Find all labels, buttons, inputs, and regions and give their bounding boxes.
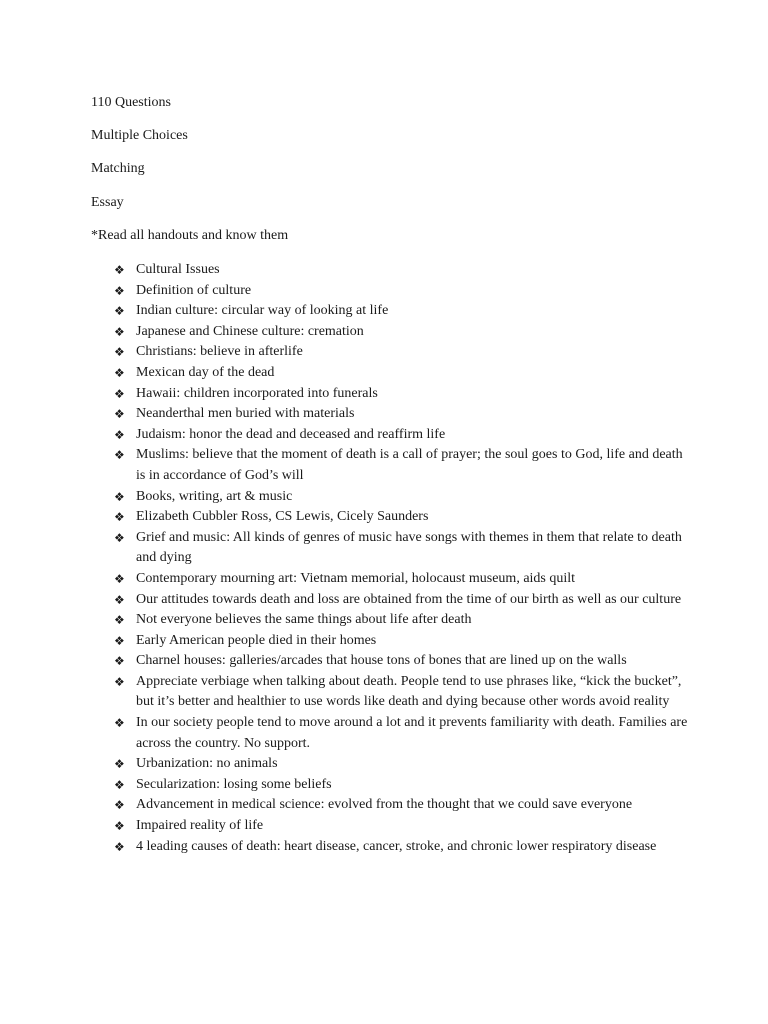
list-item bbox=[114, 342, 694, 363]
diamond-bullet-icon: ❖ bbox=[114, 798, 125, 813]
list-item bbox=[114, 672, 694, 713]
list-item bbox=[114, 569, 694, 590]
diamond-bullet-icon: ❖ bbox=[114, 674, 125, 689]
list-item bbox=[114, 301, 694, 322]
handouts-note: *Read all handouts and know them bbox=[91, 228, 289, 243]
format-multiple-choices: Multiple Choices bbox=[91, 128, 188, 143]
list-item bbox=[114, 528, 694, 569]
list-item bbox=[114, 754, 694, 775]
list-item-text: Books, writing, art & music bbox=[136, 488, 293, 504]
diamond-bullet-icon: ❖ bbox=[114, 365, 125, 380]
list-item-text: Impaired reality of life bbox=[136, 818, 264, 834]
list-item bbox=[114, 507, 694, 528]
diamond-bullet-icon: ❖ bbox=[114, 324, 125, 339]
diamond-bullet-icon: ❖ bbox=[114, 839, 125, 854]
list-item bbox=[114, 837, 694, 858]
list-item bbox=[114, 816, 694, 837]
list-item bbox=[114, 713, 694, 754]
list-item-text: Contemporary mourning art: Vietnam memorial, holocaust museum, aids quilt bbox=[136, 570, 576, 586]
diamond-bullet-icon: ❖ bbox=[114, 777, 125, 792]
diamond-bullet-icon: ❖ bbox=[114, 757, 125, 772]
list-item-text: Secularization: losing some beliefs bbox=[136, 776, 332, 792]
list-item-text: Mexican day of the dead bbox=[136, 364, 275, 380]
list-item bbox=[114, 795, 694, 816]
list-item-text: Urbanization: no animals bbox=[136, 756, 278, 772]
diamond-bullet-icon: ❖ bbox=[114, 407, 125, 422]
list-item bbox=[114, 384, 694, 405]
diamond-bullet-icon: ❖ bbox=[114, 448, 125, 463]
list-item bbox=[114, 404, 694, 425]
question-count: 110 Questions bbox=[91, 95, 171, 110]
diamond-bullet-icon: ❖ bbox=[114, 592, 125, 607]
diamond-bullet-icon: ❖ bbox=[114, 654, 125, 669]
list-item-text: In our society people tend to move around a lot and it prevents familiarity with death. Families are across the country. No support. bbox=[136, 715, 688, 751]
list-item bbox=[114, 590, 694, 611]
diamond-bullet-icon: ❖ bbox=[114, 345, 125, 360]
diamond-bullet-icon: ❖ bbox=[114, 304, 125, 319]
list-item bbox=[114, 445, 694, 486]
diamond-bullet-icon: ❖ bbox=[114, 427, 125, 442]
list-item bbox=[114, 425, 694, 446]
list-item-text: Cultural Issues bbox=[136, 262, 220, 277]
list-item-text: 4 leading causes of death: heart disease, cancer, stroke, and chronic lower respiratory disease bbox=[136, 838, 657, 854]
list-item-text: Charnel houses: galleries/arcades that house tons of bones that are lined up on the walls bbox=[136, 653, 627, 669]
list-item-text: Elizabeth Cubbler Ross, CS Lewis, Cicely Saunders bbox=[136, 509, 429, 525]
list-item-text: Indian culture: circular way of looking at life bbox=[136, 303, 389, 319]
list-item-text: Japanese and Chinese culture: cremation bbox=[136, 323, 364, 339]
format-essay: Essay bbox=[91, 195, 124, 210]
diamond-bullet-icon: ❖ bbox=[114, 283, 125, 298]
diamond-bullet-icon: ❖ bbox=[114, 571, 125, 586]
list-item-text: Hawaii: children incorporated into funerals bbox=[136, 385, 378, 401]
list-item bbox=[114, 322, 694, 343]
list-item bbox=[114, 281, 694, 302]
diamond-bullet-icon: ❖ bbox=[114, 633, 125, 648]
list-item-text: Neanderthal men buried with materials bbox=[136, 406, 355, 422]
list-item-text: Definition of culture bbox=[136, 282, 252, 298]
diamond-bullet-icon: ❖ bbox=[114, 489, 125, 504]
format-matching: Matching bbox=[91, 161, 145, 176]
list-item-text: Muslims: believe that the moment of death is a call of prayer; the soul goes to God, life and death is in accordance of God’s will bbox=[136, 447, 683, 483]
diamond-bullet-icon: ❖ bbox=[114, 510, 125, 525]
diamond-bullet-icon: ❖ bbox=[114, 263, 125, 277]
list-item bbox=[114, 260, 694, 281]
list-item-text: Early American people died in their homes bbox=[136, 632, 377, 648]
list-item-text: Not everyone believes the same things about life after death bbox=[136, 612, 472, 628]
list-item bbox=[114, 363, 694, 384]
list-item bbox=[114, 631, 694, 652]
diamond-bullet-icon: ❖ bbox=[114, 386, 125, 401]
diamond-bullet-icon: ❖ bbox=[114, 530, 125, 545]
list-item bbox=[114, 610, 694, 631]
diamond-bullet-icon: ❖ bbox=[114, 716, 125, 731]
list-item-text: Our attitudes towards death and loss are obtained from the time of our birth as well as our culture bbox=[136, 591, 682, 607]
list-item-text: Judaism: honor the dead and deceased and reaffirm life bbox=[136, 426, 446, 442]
list-item-text: Appreciate verbiage when talking about death. People tend to use phrases like, “kick the bucket”, but it’s better and healthier to use words like death and dying because other words avoid reality bbox=[136, 673, 682, 710]
diamond-bullet-icon: ❖ bbox=[114, 613, 125, 628]
list-item-text: Advancement in medical science: evolved from the thought that we could save everyone bbox=[136, 797, 633, 813]
list-item bbox=[114, 651, 694, 672]
list-item bbox=[114, 487, 694, 508]
diamond-bullet-icon: ❖ bbox=[114, 819, 125, 834]
topic-bullet-list bbox=[114, 260, 694, 857]
list-item-text: Grief and music: All kinds of genres of music have songs with themes in them that relate to death and dying bbox=[136, 529, 682, 566]
list-item-text: Christians: believe in afterlife bbox=[136, 344, 303, 360]
list-item bbox=[114, 775, 694, 796]
